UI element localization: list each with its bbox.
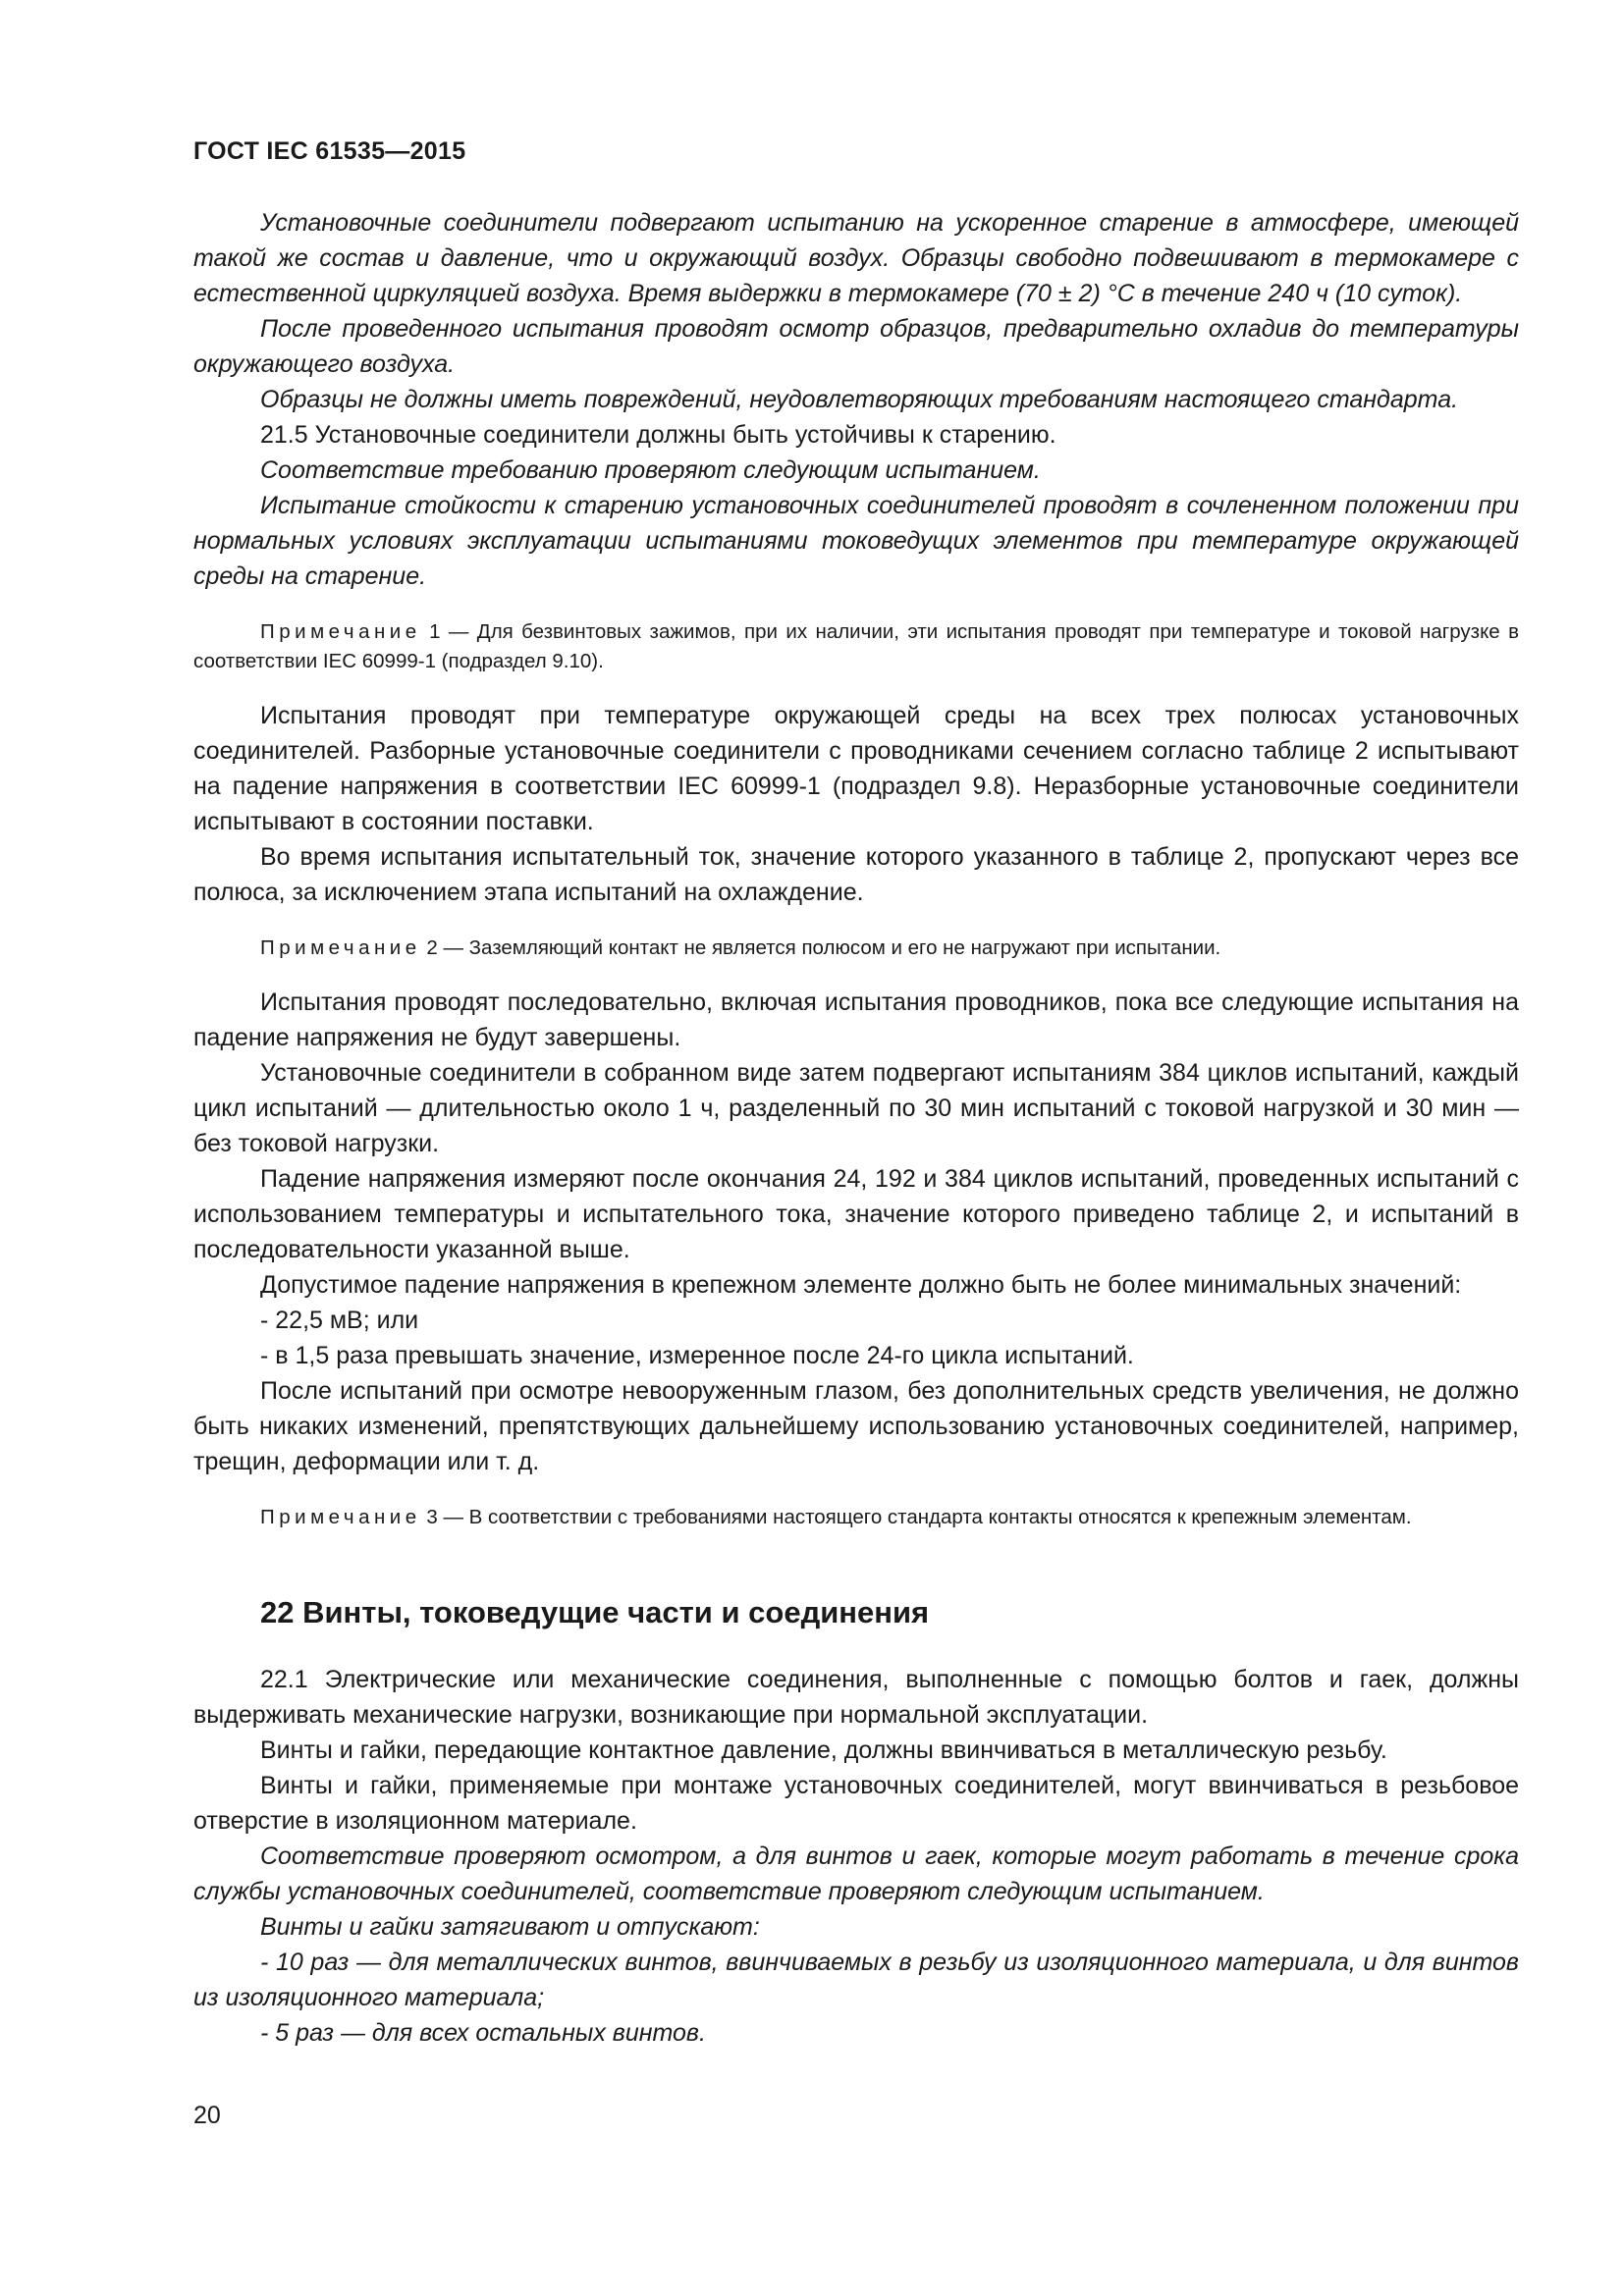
- paragraph: Испытания проводят при температуре окружающей среды на всех трех полюсах установочных соединителей. Разборные установочные соединители с проводниками сечением согласно таблице 2 испытывают на падение напряжения в соответствии IEC 60999-1 (подраздел 9.8). Неразборные установочные соединители испытывают в состоянии поставки.: [193, 702, 1519, 835]
- paragraph: 21.5 Установочные соединители должны быть устойчивы к старению.: [260, 421, 1056, 449]
- note-paragraph: [193, 934, 1519, 963]
- paragraph: Установочные соединители в собранном виде затем подвергают испытаниям 384 циклов испытаний, каждый цикл испытаний — длительностью около 1 ч, разделенный по 30 мин испытаний с токовой нагрузкой и 30 мин — без токовой нагрузки.: [193, 1059, 1519, 1157]
- document-header: ГОСТ IEC 61535—2015: [193, 137, 466, 165]
- paragraph: - 5 раз — для всех остальных винтов.: [260, 2019, 706, 2047]
- paragraph: Испытания проводят последовательно, включая испытания проводников, пока все следующие испытания на падение напряжения не будут завершены.: [193, 988, 1519, 1051]
- note-text: 3 — В соответствии с требованиями настоящего стандарта контакты относятся к крепежным элементам.: [420, 1506, 1412, 1528]
- paragraph: Образцы не должны иметь повреждений, неудовлетворяющих требованиям настоящего стандарта.: [260, 386, 1459, 413]
- paragraph: После проведенного испытания проводят осмотр образцов, предварительно охладив до температуры окружающего воздуха.: [193, 315, 1519, 378]
- paragraph: Винты и гайки затягивают и отпускают:: [260, 1913, 760, 1941]
- paragraph: Соответствие проверяют осмотром, а для винтов и гаек, которые могут работать в течение срока службы установочных соединителей, соответствие проверяют следующим испытанием.: [193, 1842, 1519, 1905]
- document-body: [193, 205, 1519, 2051]
- note-label: Примечание: [260, 620, 421, 643]
- note-text: 2 — Заземляющий контакт не является полюсом и его не нагружают при испытании.: [420, 936, 1221, 959]
- paragraph: Во время испытания испытательный ток, значение которого указанного в таблице 2, пропускают через все полюса, за исключением этапа испытаний на охлаждение.: [193, 843, 1519, 906]
- paragraph: Соответствие требованию проверяют следующим испытанием.: [260, 456, 1041, 484]
- paragraph: Допустимое падение напряжения в крепежном элементе должно быть не более минимальных значений:: [260, 1271, 1462, 1299]
- note-paragraph: [193, 617, 1519, 676]
- paragraph: - 22,5 мВ; или: [260, 1307, 419, 1334]
- paragraph: Винты и гайки, передающие контактное давление, должны ввинчиваться в металлическую резьбу.: [260, 1736, 1387, 1764]
- paragraph: Падение напряжения измеряют после окончания 24, 192 и 384 циклов испытаний, проведенных испытаний с использованием температуры и испытательного тока, значение которого приведено таблице 2, и испытаний в последовательности указанной выше.: [193, 1165, 1519, 1263]
- paragraph: Винты и гайки, применяемые при монтаже установочных соединителей, могут ввинчиваться в резьбовое отверстие в изоляционном материале.: [193, 1772, 1519, 1835]
- note-paragraph: [193, 1503, 1519, 1532]
- page-number: 20: [193, 2102, 221, 2129]
- section-heading: 22 Винты, токоведущие части и соединения: [260, 1595, 930, 1629]
- note-label: Примечание: [260, 1506, 421, 1528]
- paragraph: 22.1 Электрические или механические соединения, выполненные с помощью болтов и гаек, должны выдерживать механические нагрузки, возникающие при нормальной эксплуатации.: [193, 1666, 1519, 1729]
- note-text: 1 — Для безвинтовых зажимов, при их наличии, эти испытания проводят при температуре и токовой нагрузке в соответствии IEC 60999-1 (подраздел 9.10).: [193, 620, 1519, 672]
- note-label: Примечание: [260, 936, 421, 959]
- paragraph: После испытаний при осмотре невооруженным глазом, без дополнительных средств увеличения, не должно быть никаких изменений, препятствующих дальнейшему использованию установочных соединителей, например, трещин, деформации или т. д.: [193, 1377, 1519, 1475]
- paragraph: Установочные соединители подвергают испытанию на ускоренное старение в атмосфере, имеющей такой же состав и давление, что и окружающий воздух. Образцы свободно подвешивают в термокамере с естественной циркуляцией воздуха. Время выдержки в термокамере (70 ± 2) °С в течение 240 ч (10 суток).: [193, 209, 1519, 307]
- paragraph: - 10 раз — для металлических винтов, ввинчиваемых в резьбу из изоляционного материала, и для винтов из изоляционного материала;: [193, 1949, 1519, 2011]
- paragraph: Испытание стойкости к старению установочных соединителей проводят в сочлененном положении при нормальных условиях эксплуатации испытаниями токоведущих элементов при температуре окружающей среды на старение.: [193, 492, 1519, 590]
- document-page: [193, 137, 1519, 2051]
- paragraph: - в 1,5 раза превышать значение, измеренное после 24-го цикла испытаний.: [260, 1342, 1134, 1369]
